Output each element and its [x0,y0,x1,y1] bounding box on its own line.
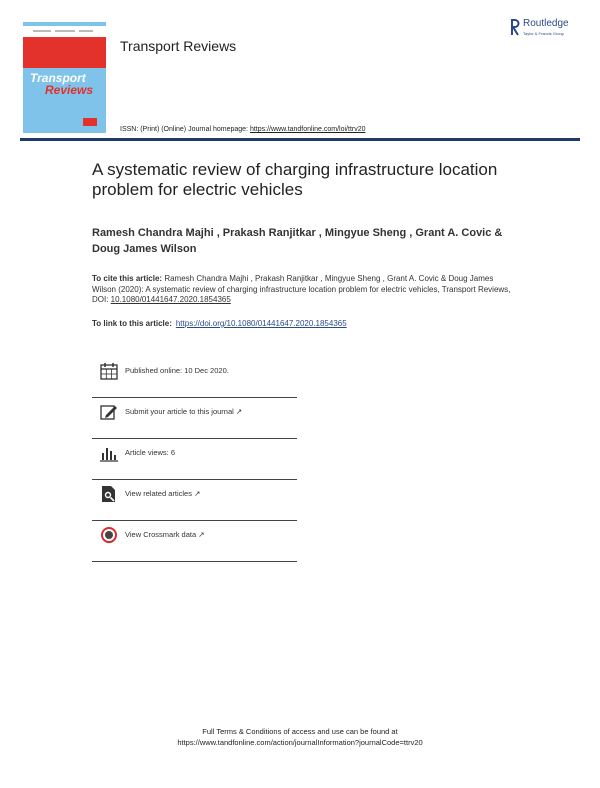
cover-title-line2: Reviews [45,83,94,97]
footer-terms-text: Full Terms & Conditions of access and use can be found at [202,727,398,736]
publisher-tagline: Taylor & Francis Group [523,31,564,36]
article-doi-url[interactable]: https://doi.org/10.1080/01441647.2020.1854365 [175,319,347,328]
crossmark-label[interactable]: View Crossmark data ↗ [125,530,205,539]
doi-link[interactable]: 10.1080/01441647.2020.1854365 [110,295,231,304]
article-views-label: Article views: 6 [125,448,176,457]
article-authors: Ramesh Chandra Majhi , Prakash Ranjitkar , Mingyue Sheng , Grant A. Covic & Doug James Wilson [92,227,503,255]
crossmark-icon [100,526,118,544]
crossmark-row[interactable] [92,520,297,562]
external-link-icon: ↗ [194,489,201,498]
search-icon [100,485,118,503]
submit-article-label[interactable]: Submit your article to this journal ↗ [125,407,243,416]
citation-block [92,274,512,306]
journal-cover [23,22,106,133]
cite-text: Ramesh Chandra Majhi , Prakash Ranjitkar , Mingyue Sheng , Grant A. Covic & Doug James Wilson (2020): A systematic review of charging infrastructure location problem for electric vehicles, Transport Reviews, DOI: [92,274,511,304]
footer [0,726,600,748]
external-link-icon: ↗ [198,530,205,539]
journal-homepage-link[interactable]: https://www.tandfonline.com/loi/ttrv20 [249,126,366,133]
pencil-icon [100,403,118,421]
submit-article-row[interactable] [92,397,297,439]
article-title: A systematic review of charging infrastructure location problem for electric vehicles [92,160,498,199]
article-views-row [92,438,297,480]
publisher-name: Routledge [523,18,569,29]
publisher-logo[interactable] [510,18,590,40]
routledge-logo-icon [510,18,520,36]
related-articles-label[interactable]: View related articles ↗ [125,489,201,498]
issn-text: ISSN: (Print) (Online) Journal homepage: [120,126,250,133]
cover-title-line1: Transport [30,71,86,85]
calendar-icon [100,362,118,380]
link-label: To link to this article: [92,319,172,328]
article-link-line [92,319,347,328]
bar-chart-icon [100,444,118,462]
journal-name: Transport Reviews [120,38,237,54]
header-rule [20,138,580,141]
published-online-row [92,356,297,398]
related-articles-row[interactable] [92,479,297,521]
cover-publisher-mark [83,118,97,126]
cover-header-band [23,26,106,37]
footer-terms-link[interactable]: https://www.tandfonline.com/action/journalInformation?journalCode=ttrv20 [177,738,423,747]
published-online-label: Published online: 10 Dec 2020. [125,366,229,375]
issn-line [120,126,366,133]
external-link-icon: ↗ [235,407,243,416]
cite-label: To cite this article: [92,274,163,283]
